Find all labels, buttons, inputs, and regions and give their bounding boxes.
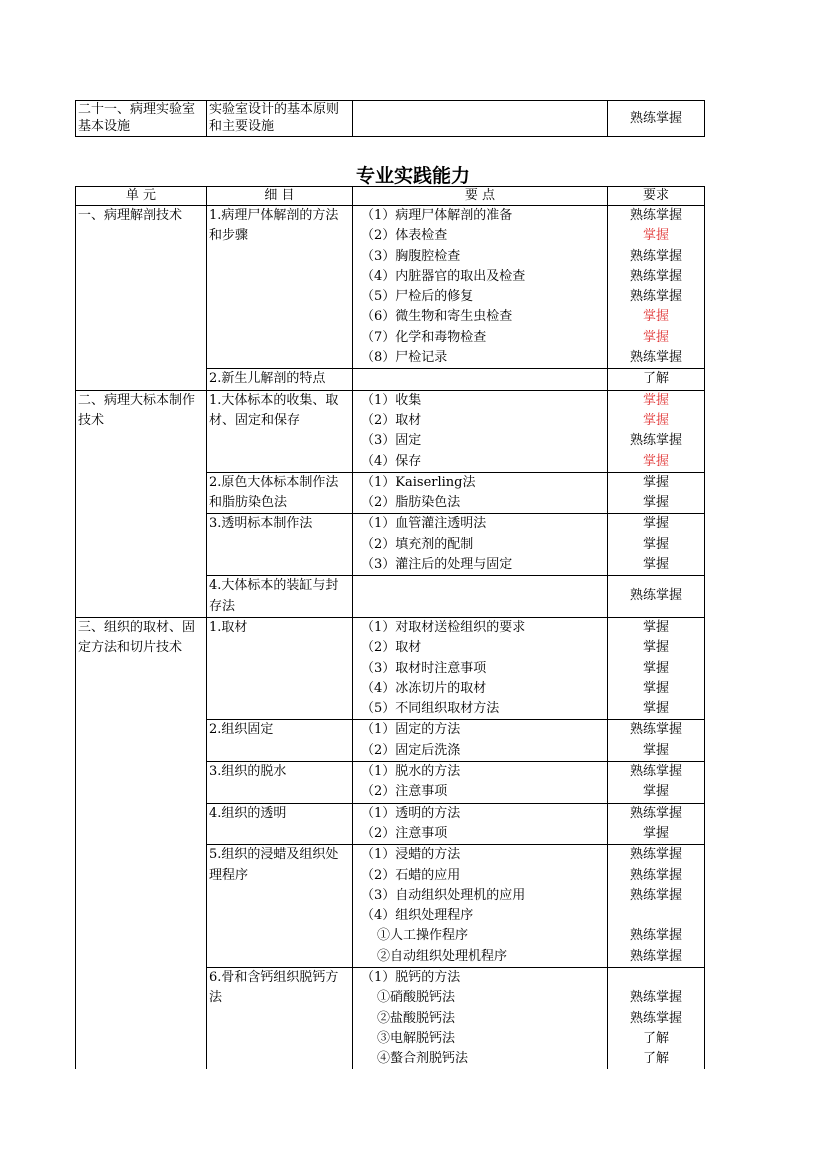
detail-cell: 1.大体标本的收集、取材、固定和保存 — [207, 390, 353, 472]
requirement: 掌握 — [642, 660, 669, 676]
point-item: （2）注意事项 — [361, 825, 448, 841]
requirement: 熟练掌握 — [629, 847, 682, 863]
points-cell — [353, 803, 608, 845]
table-row — [76, 617, 705, 719]
requirement: 熟练掌握 — [629, 289, 682, 305]
req-cell — [608, 514, 705, 576]
requirement: 掌握 — [642, 392, 669, 408]
unit-cell: 二十一、病理实验室基本设施 — [76, 101, 207, 137]
req-cell — [608, 803, 705, 845]
header-req: 要求 — [608, 187, 705, 206]
header-row — [76, 187, 705, 206]
top-table — [75, 100, 705, 137]
points-cell — [353, 390, 608, 472]
requirement: 了解 — [642, 1051, 669, 1067]
point-item: （2）取材 — [361, 640, 422, 656]
detail-cell: 2.组织固定 — [207, 720, 353, 762]
table-row — [76, 101, 705, 137]
detail-cell: 1.取材 — [207, 617, 353, 719]
point-item: （1）固定的方法 — [361, 722, 461, 738]
point-item: （1）对取材送检组织的要求 — [361, 619, 526, 635]
detail-cell: 2.新生儿解剖的特点 — [207, 369, 353, 390]
point-item: （1）脱钙的方法 — [361, 969, 461, 985]
point-item: （2）注意事项 — [361, 784, 448, 800]
point-item: （1）收集 — [361, 392, 422, 408]
requirement: 掌握 — [642, 412, 669, 428]
detail-cell: 6.骨和含钙组织脱钙方法 — [207, 967, 353, 1069]
points-cell — [353, 514, 608, 576]
point-item: （4）组织处理程序 — [361, 908, 474, 924]
point-item: （1）浸蜡的方法 — [361, 847, 461, 863]
point-item: （2）体表检查 — [361, 228, 448, 244]
point-item: （3）灌注后的处理与固定 — [361, 557, 513, 573]
detail-cell: 3.组织的脱水 — [207, 762, 353, 804]
requirement: 熟练掌握 — [629, 1010, 682, 1026]
page-title: 专业实践能力 — [355, 165, 470, 187]
point-item: （3）取材时注意事项 — [361, 660, 487, 676]
point-item: （2）脂肪染色法 — [361, 495, 461, 511]
points-cell — [353, 472, 608, 514]
point-item: ①硝酸脱钙法 — [377, 990, 456, 1006]
points-cell — [353, 967, 608, 1069]
requirement: 掌握 — [642, 619, 669, 635]
point-item: （2）石蜡的应用 — [361, 867, 461, 883]
point-item: （3）固定 — [361, 433, 422, 449]
point-item: （5）不同组织取材方法 — [361, 701, 500, 717]
point-item: （1）血管灌注透明法 — [361, 516, 487, 532]
requirement: 掌握 — [642, 784, 669, 800]
header-unit: 单 元 — [76, 187, 207, 206]
req-cell — [608, 206, 705, 369]
requirement: 掌握 — [642, 309, 669, 325]
point-item: （4）保存 — [361, 453, 422, 469]
point-item: （2）固定后洗涤 — [361, 742, 461, 758]
req-cell — [608, 576, 705, 618]
requirement: 熟练掌握 — [629, 867, 682, 883]
practice-table — [75, 186, 705, 1069]
req-cell — [608, 845, 705, 968]
detail-cell: 5.组织的浸蜡及组织处理程序 — [207, 845, 353, 968]
requirement: 熟练掌握 — [629, 722, 682, 738]
detail-cell: 1.病理尸体解剖的方法和步骤 — [207, 206, 353, 369]
point-item: （1）病理尸体解剖的准备 — [361, 208, 513, 223]
detail-cell: 实验室设计的基本原则和主要设施 — [207, 101, 353, 137]
point-item: ④螯合剂脱钙法 — [377, 1051, 469, 1067]
points-cell — [353, 845, 608, 968]
header-detail: 细 目 — [207, 187, 353, 206]
requirement: 掌握 — [642, 495, 669, 511]
header-points: 要 点 — [353, 187, 608, 206]
point-item: （2）取材 — [361, 412, 422, 428]
requirement: 掌握 — [642, 825, 669, 841]
req-cell — [608, 390, 705, 472]
requirement: 掌握 — [642, 474, 669, 490]
points-cell — [353, 576, 608, 618]
req-cell — [608, 967, 705, 1069]
point-item: ①人工操作程序 — [377, 928, 469, 944]
points-cell — [353, 720, 608, 762]
points-cell — [353, 101, 608, 137]
requirement: 掌握 — [642, 536, 669, 552]
requirement: 熟练掌握 — [629, 268, 682, 284]
point-item: （1）Kaiserling法 — [361, 474, 476, 490]
requirement: 熟练掌握 — [629, 588, 682, 604]
table-row — [76, 206, 705, 369]
point-item: （1）脱水的方法 — [361, 764, 461, 780]
req-cell — [608, 369, 705, 390]
detail-cell: 4.大体标本的装缸与封存法 — [207, 576, 353, 618]
detail-cell: 3.透明标本制作法 — [207, 514, 353, 576]
point-item: ②盐酸脱钙法 — [377, 1010, 456, 1026]
requirement: 熟练掌握 — [629, 948, 682, 964]
requirement: 熟练掌握 — [629, 350, 682, 366]
detail-cell: 4.组织的透明 — [207, 803, 353, 845]
points-cell — [353, 206, 608, 369]
req-cell — [608, 762, 705, 804]
points-cell — [353, 762, 608, 804]
requirement — [610, 906, 702, 926]
requirement: 掌握 — [642, 329, 669, 345]
point-item: （3）胸腹腔检查 — [361, 248, 461, 264]
requirement: 掌握 — [642, 680, 669, 696]
requirement: 熟练掌握 — [629, 764, 682, 780]
points-cell — [353, 617, 608, 719]
point-item: （4）内脏器官的取出及检查 — [361, 268, 526, 284]
point-item: （5）尸检后的修复 — [361, 289, 474, 305]
table-row — [76, 390, 705, 472]
points-cell — [353, 369, 608, 390]
requirement: 熟练掌握 — [629, 990, 682, 1006]
requirement: 掌握 — [642, 742, 669, 758]
point-item: ②自动组织处理机程序 — [377, 948, 508, 964]
requirement: 熟练掌握 — [629, 208, 682, 223]
point-item: （3）自动组织处理机的应用 — [361, 887, 526, 903]
point-item: （1）透明的方法 — [361, 805, 461, 821]
point-item: （2）填充剂的配制 — [361, 536, 474, 552]
requirement: 了解 — [642, 371, 669, 387]
point-item: （8）尸检记录 — [361, 350, 448, 366]
requirement: 掌握 — [642, 228, 669, 244]
unit-cell: 二、病理大标本制作技术 — [76, 390, 207, 617]
table-body — [76, 206, 705, 1070]
requirement: 熟练掌握 — [629, 887, 682, 903]
point-item: （6）微生物和寄生虫检查 — [361, 309, 513, 325]
requirement: 掌握 — [642, 516, 669, 532]
unit-cell: 三、组织的取材、固定方法和切片技术 — [76, 617, 207, 1069]
point-item: ③电解脱钙法 — [377, 1030, 456, 1046]
requirement: 掌握 — [642, 640, 669, 656]
requirement: 掌握 — [642, 701, 669, 717]
req-cell — [608, 720, 705, 762]
req-cell — [608, 472, 705, 514]
req-cell — [608, 617, 705, 719]
requirement: 熟练掌握 — [629, 248, 682, 264]
requirement: 熟练掌握 — [629, 433, 682, 449]
point-item: （4）冰冻切片的取材 — [361, 680, 487, 696]
requirement: 掌握 — [642, 453, 669, 469]
requirement: 熟练掌握 — [629, 805, 682, 821]
requirement: 掌握 — [642, 557, 669, 573]
unit-cell: 一、病理解剖技术 — [76, 206, 207, 391]
detail-cell: 2.原色大体标本制作法和脂肪染色法 — [207, 472, 353, 514]
requirement — [610, 968, 702, 988]
req-cell: 熟练掌握 — [608, 101, 705, 137]
requirement: 了解 — [642, 1030, 669, 1046]
point-item: （7）化学和毒物检查 — [361, 329, 487, 345]
requirement: 熟练掌握 — [629, 928, 682, 944]
